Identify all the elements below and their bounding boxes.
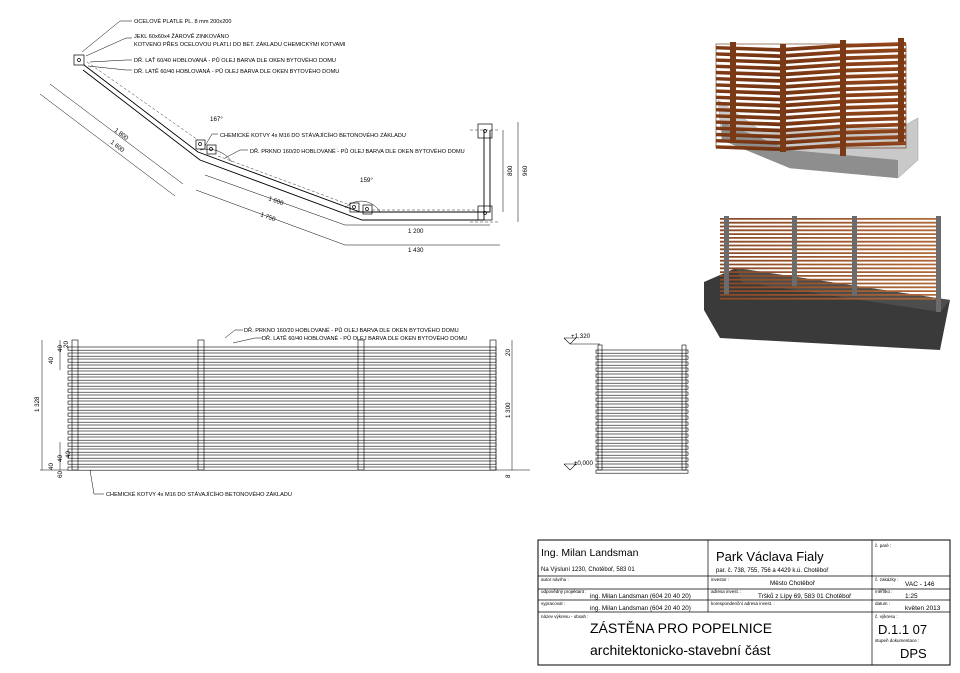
drawn-label: vypracoval : xyxy=(541,601,566,606)
side-board xyxy=(596,392,688,395)
dim-40-e: 40 xyxy=(65,451,72,458)
elevation-board xyxy=(68,383,496,386)
render-slat xyxy=(720,252,940,254)
side-board xyxy=(596,428,688,431)
render-slat xyxy=(720,260,940,262)
elevation-board xyxy=(68,449,496,452)
render-top xyxy=(716,38,918,178)
render-slat xyxy=(720,226,940,228)
drawing-subtitle: architektonicko-stavební část xyxy=(590,642,771,658)
project-name: Park Václava Fialy xyxy=(716,549,824,564)
render-slat xyxy=(720,267,940,269)
render-slat xyxy=(720,222,940,224)
elevation-board xyxy=(68,395,496,398)
corr-address-label: korespondenční adresa invest. : xyxy=(711,601,775,606)
side-board xyxy=(596,368,688,371)
elevation-board xyxy=(68,401,496,404)
plan-note-lat: DŘ. LAŤ 60/40 HOBLOVANÁ - PŮ OLEJ BARVA DLE OKEN BYTOVÉHO DOMU xyxy=(134,58,336,64)
elevation-board xyxy=(68,437,496,440)
date: květen 2013 xyxy=(905,605,941,612)
elevation-board xyxy=(68,413,496,416)
author-label: autor návrhu : xyxy=(541,577,569,582)
render-slat xyxy=(720,248,940,250)
side-board xyxy=(596,356,688,359)
dim-40-b: 40 xyxy=(57,345,64,352)
plan-angle-1: 167° xyxy=(210,116,223,123)
designer-name: Ing. Milan Landsman xyxy=(541,547,639,559)
elevation-board xyxy=(68,455,496,458)
elevation-board xyxy=(68,461,496,464)
side-board xyxy=(596,374,688,377)
side-board xyxy=(596,404,688,407)
content-label: název výkresu - obsah : xyxy=(541,614,589,619)
scale: 1:25 xyxy=(905,593,918,600)
date-label: datum : xyxy=(875,601,891,606)
inv-address: Tršků z Lípy 69, 583 01 Chotěboř xyxy=(758,593,852,600)
elevation-board xyxy=(68,467,496,470)
elevation-board xyxy=(68,365,496,368)
plan-note-plate: OCELOVÉ PLATLE PL. 8 mm 200x200 xyxy=(134,19,232,25)
dim-seg1-inner: 1 600 xyxy=(108,139,126,154)
dim-side-inner: 800 xyxy=(507,165,514,176)
dim-seg1-outer: 1 800 xyxy=(112,127,130,142)
elevation-board xyxy=(68,359,496,362)
scale-label: měřítko : xyxy=(875,589,893,594)
elevation-board xyxy=(68,407,496,410)
render-slat xyxy=(720,298,940,300)
dim-seg2-outer: 1 750 xyxy=(259,211,277,224)
render-slat xyxy=(720,245,940,247)
side-board xyxy=(596,410,688,413)
elevation-board xyxy=(68,431,496,434)
order-no: VAC - 146 xyxy=(905,581,935,588)
project-parcels: par. č. 738, 755, 756 a 4429 k.ú. Chotěboř xyxy=(716,568,829,574)
render-slat xyxy=(720,264,940,266)
dim-total: 1 328 xyxy=(34,396,41,412)
render-slat xyxy=(720,294,940,296)
side-board xyxy=(596,458,688,461)
dim-60: 60 xyxy=(57,471,64,478)
render-slat xyxy=(720,256,940,258)
dim-seg3-outer: 1 430 xyxy=(408,247,424,254)
render-slat xyxy=(720,290,940,292)
plan-note-jekl: JEKL 60x60x4 ŽÁROVĚ ZINKOVÁNO xyxy=(134,34,229,40)
render-bottom xyxy=(704,216,950,350)
elevation-board xyxy=(68,389,496,392)
side-board xyxy=(596,416,688,419)
stage-label: stupeň dokumentace : xyxy=(875,638,920,643)
render-slat xyxy=(720,275,940,277)
dim-bottom: 8 xyxy=(505,474,512,478)
render-slat xyxy=(720,283,940,285)
render-slat xyxy=(720,241,940,243)
responsible-label: odpovědný projektant : xyxy=(541,589,587,594)
dim-40-d: 40 xyxy=(57,455,64,462)
dim-40-c: 40 xyxy=(48,463,55,470)
order-label: č. zakázky : xyxy=(875,577,899,582)
designer-address: Na Výsluní 1230, Chotěboř, 583 01 xyxy=(541,567,635,573)
side-board xyxy=(596,470,688,473)
side-board xyxy=(596,452,688,455)
render-slat xyxy=(720,286,940,288)
stage: DPS xyxy=(900,646,927,661)
render-slat xyxy=(720,233,940,235)
side-board xyxy=(596,386,688,389)
render-slat xyxy=(720,229,940,231)
drawn: ing. Milan Landsman (604 20 40 20) xyxy=(590,605,691,612)
side-board xyxy=(596,398,688,401)
elev-note-slat: DŘ. LATĚ 60/40 HOBLOVANÉ - PŮ OLEJ BARVA DLE OKEN BYTOVÉHO DOMU xyxy=(262,336,468,342)
render-slat xyxy=(720,279,940,281)
side-board xyxy=(596,464,688,467)
responsible: ing. Milan Landsman (604 20 40 20) xyxy=(590,593,691,600)
plan-angle-2: 159° xyxy=(360,177,373,184)
elevation-board xyxy=(68,425,496,428)
plan-note-anchoring: KOTVENO PŘES OCELOVOU PLATLI DO BET. ZÁKLADU CHEMICKÝMI KOTVAMI xyxy=(134,42,346,48)
dim-top: 20 xyxy=(505,349,512,356)
dim-seg3-inner: 1 200 xyxy=(408,228,424,235)
plan-board-note: DŘ. PRKNO 160/20 HOBLOVANÉ - PŮ OLEJ BARVA DLE OKEN BYTOVÉHO DOMU xyxy=(250,149,465,155)
level-top: +1,320 xyxy=(571,333,591,340)
render-slat xyxy=(720,237,940,239)
dim-20: 20 xyxy=(63,341,70,348)
dim-seg2-inner: 1 600 xyxy=(267,195,285,208)
side-board xyxy=(596,350,688,353)
side-board xyxy=(596,434,688,437)
dim-40-a: 40 xyxy=(48,357,55,364)
render-slat xyxy=(720,218,940,220)
elev-anchor-note: CHEMICKÉ KOTVY 4x M16 DO STÁVAJÍCÍHO BETONOVÉHO ZÁKLADU xyxy=(106,492,292,498)
elevation-board xyxy=(68,371,496,374)
elevation-board xyxy=(68,419,496,422)
drawing-no-label: č. výkresu : xyxy=(875,614,898,619)
inv-address-label: adresa invest. : xyxy=(711,589,742,594)
copy-label: č. paré : xyxy=(875,543,892,548)
side-board xyxy=(596,422,688,425)
elevation-board xyxy=(68,353,496,356)
drawing-title: ZÁSTĚNA PRO POPELNICE xyxy=(590,620,773,636)
investor: Město Chotěboř xyxy=(770,580,815,587)
elevation-view xyxy=(40,330,688,494)
elevation-board xyxy=(68,443,496,446)
side-board xyxy=(596,446,688,449)
side-board xyxy=(596,440,688,443)
plan-note-late: DŘ. LATĚ 60/40 HOBLOVANÁ - PŮ OLEJ BARVA DLE OKEN BYTOVÉHO DOMU xyxy=(134,69,340,75)
side-board xyxy=(596,362,688,365)
investor-label: investor : xyxy=(711,577,730,582)
render-slat xyxy=(720,271,940,273)
level-bottom: ±0,000 xyxy=(574,460,593,467)
elevation-board xyxy=(68,377,496,380)
plan-anchor-note: CHEMICKÉ KOTVY 4x M16 DO STÁVAJÍCÍHO BETONOVÉHO ZÁKLADU xyxy=(220,133,406,139)
elev-note-board: DŘ. PRKNO 160/20 HOBLOVANÉ - PŮ OLEJ BARVA DLE OKEN BYTOVÉHO DOMU xyxy=(244,328,459,334)
drawing-no: D.1.1 07 xyxy=(878,622,928,637)
side-board xyxy=(596,380,688,383)
dim-side-outer: 960 xyxy=(522,165,529,176)
elevation-board xyxy=(68,347,496,350)
dim-height: 1 300 xyxy=(505,402,512,418)
